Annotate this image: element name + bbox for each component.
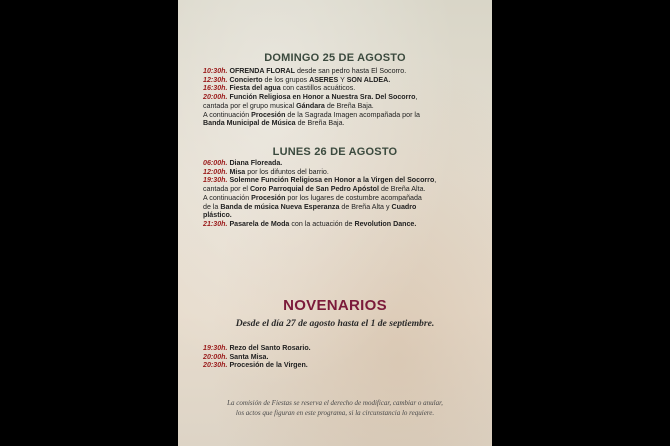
schedule-line: [203, 119, 473, 128]
sunday-schedule: [203, 67, 473, 128]
time-label: 16:30h.: [203, 84, 228, 93]
schedule-line: [203, 67, 473, 76]
time-label: 20:00h.: [203, 93, 228, 102]
group-name: ASERES: [309, 75, 339, 84]
event-name: Diana Floreada.: [229, 159, 283, 167]
event-detail: desde san pedro hasta El Socorro.: [294, 67, 407, 75]
event-name: OFRENDA FLORAL: [229, 67, 295, 75]
event-detail: ,: [434, 176, 437, 185]
group-name: Banda Municipal de Música: [203, 119, 296, 128]
schedule-line: [203, 93, 473, 102]
program-page: [178, 0, 492, 446]
disclaimer-line: los actos que figuran en este programa, si la circunstancia lo requiere.: [235, 409, 435, 417]
time-label: 20:00h.: [203, 352, 228, 361]
event-detail: de Breña Alta y: [339, 202, 392, 211]
event-detail: por los lugares de costumbre acompañada: [285, 193, 422, 202]
time-label: 20:30h.: [203, 361, 228, 370]
event-name: Misa: [229, 167, 246, 176]
disclaimer: [188, 398, 482, 418]
time-label: 19:30h.: [203, 176, 228, 185]
schedule-line: [203, 344, 473, 353]
event-name: plástico.: [203, 211, 232, 220]
schedule-line: [203, 76, 473, 85]
event-detail: A continuación: [203, 110, 252, 119]
event-name: Procesión: [251, 110, 286, 119]
group-name: Coro Parroquial de San Pedro Apóstol: [249, 185, 379, 194]
event-name: Cuadro: [391, 202, 417, 211]
event-detail: con la actuación de: [289, 219, 355, 228]
event-detail: de Breña Alta.: [378, 185, 426, 194]
event-detail: de los grupos: [262, 75, 310, 84]
schedule-line: [203, 220, 473, 229]
event-detail: de la Sagrada Imagen acompañada por la: [285, 110, 420, 119]
time-label: 21:30h.: [203, 219, 228, 228]
schedule-line: [203, 185, 473, 194]
event-detail: ,: [415, 93, 418, 102]
schedule-line: [203, 159, 473, 168]
event-name: Concierto: [229, 75, 263, 84]
schedule-line: [203, 84, 473, 93]
schedule-line: [203, 211, 473, 220]
event-detail: Y: [338, 75, 347, 84]
event-detail: de la: [203, 202, 221, 211]
monday-title: LUNES 26 DE AGOSTO: [272, 146, 398, 158]
event-detail: con castillos acuáticos.: [280, 84, 356, 93]
event-name: Función Religiosa en Honor a Nuestra Sra. Del Socorro: [229, 93, 416, 102]
event-detail: cantada por el grupo musical: [203, 101, 297, 110]
time-label: 12:00h.: [203, 167, 228, 176]
group-name: Gándara: [296, 101, 325, 110]
schedule-line: [203, 111, 473, 120]
schedule-line: [203, 194, 473, 203]
time-label: 10:30h.: [203, 67, 228, 75]
event-detail: por los difuntos del barrio.: [245, 167, 329, 176]
schedule-line: [203, 361, 473, 370]
event-name: Fiesta del agua: [229, 84, 281, 93]
event-name: Procesión de la Virgen.: [229, 361, 308, 370]
event-name: Pasarela de Moda: [229, 219, 290, 228]
time-label: 12:30h.: [203, 75, 228, 84]
event-name: Santa Misa.: [229, 352, 269, 361]
disclaimer-line: La comisión de Fiestas se reserva el derecho de modificar, cambiar o anular,: [227, 399, 443, 407]
event-detail: de Breña Baja.: [324, 101, 374, 110]
event-name: Procesión: [251, 193, 286, 202]
schedule-line: [203, 102, 473, 111]
sunday-title: DOMINGO 25 DE AGOSTO: [264, 52, 406, 64]
group-name: SON ALDEA.: [346, 75, 391, 84]
event-name: Solemne Función Religiosa en Honor a la Virgen del Socorro: [229, 176, 435, 185]
novenarios-subtitle: Desde el día 27 de agosto hasta el 1 de septiembre.: [235, 318, 435, 329]
event-detail: de Breña Baja.: [295, 119, 345, 128]
time-label: 19:30h.: [203, 344, 228, 352]
schedule-line: [203, 176, 473, 185]
event-name: Rezo del Santo Rosario.: [229, 344, 311, 352]
monday-schedule: [203, 159, 473, 229]
novenarios-schedule: [203, 344, 473, 370]
schedule-line: [203, 168, 473, 177]
event-detail: A continuación: [203, 193, 252, 202]
group-name: Banda de música Nueva Esperanza: [220, 202, 340, 211]
schedule-line: [203, 203, 473, 212]
time-label: 06:00h.: [203, 159, 228, 167]
schedule-line: [203, 353, 473, 362]
group-name: Revolution Dance.: [354, 219, 417, 228]
novenarios-title: NOVENARIOS: [283, 297, 387, 314]
event-detail: cantada por el: [203, 185, 250, 194]
